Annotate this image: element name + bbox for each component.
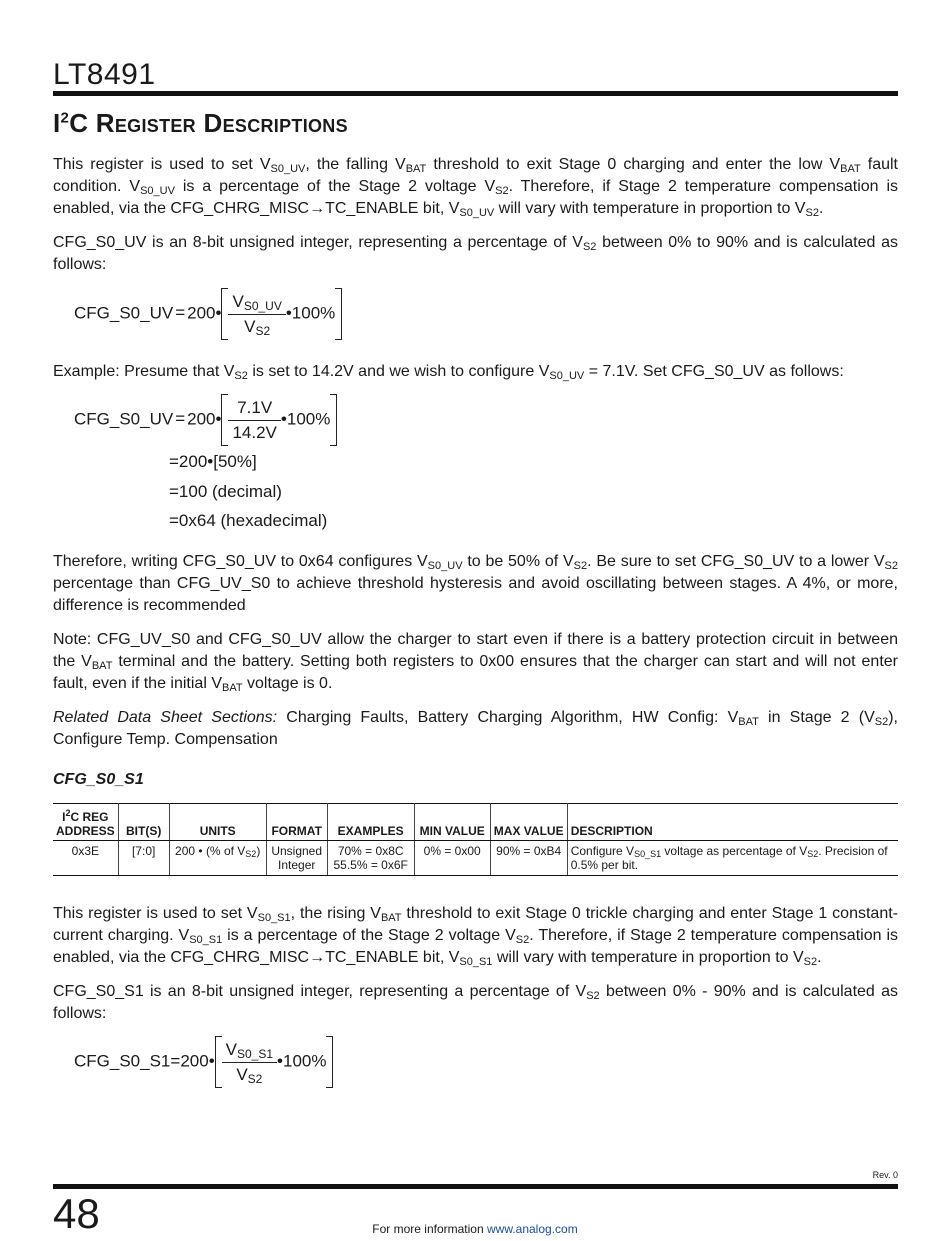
cell-address: 0x3E: [53, 841, 118, 876]
header-format: FORMAT: [266, 804, 327, 841]
equation-example-step-1: =200•[50%]: [169, 452, 257, 471]
paragraph-example: Example: Presume that $V_{S2}$ is set to 14.2V and we wish to configure $V_{S0\_UV} = 7.1V$. Set CFG_S0_UV as follows:: [53, 363, 844, 382]
paragraph-s0-s1-description: This register is used to set $V_{S0\_S1}$, the rising $V_{BAT}$ threshold to exit Stage 0 trickle charging and enter Stage 1 constant-current charging. $V_{S0\_S1}$ is a percentage of the Stage 2 voltage $V_{S2}$. Therefore, if Stage 2 temperature compensation is enabled, via the CFG_CHRG_MISC→TC_ENABLE bit, $V_{S0\_S1}$ will vary with temperature in proportion to $V_{S2}$.: [53, 905, 898, 968]
cell-units: 200 • (% of $V_{S2}$): [169, 841, 266, 876]
paragraph-s0-uv-format: CFG_S0_UV is an 8-bit unsigned integer, representing a percentage of $V_{S2}$ between 0% to 90% and is calculated as follows:: [53, 234, 898, 273]
header-max-value: MAX VALUE: [490, 804, 567, 841]
cell-format: Unsigned Integer: [266, 841, 327, 876]
header-description: DESCRIPTION: [567, 804, 898, 841]
equation-s0-uv: CFG_S0_UV = 200• $\frac{V_{S0\_UV}}{V_{S2}}$ •100%: [74, 288, 342, 340]
paragraph-hysteresis: Therefore, writing CFG_S0_UV to 0x64 configures $V_{S0\_UV}$ to be 50% of $V_{S2}$. Be sure to set CFG_S0_UV to a lower $V_{S2}$ percentage than CFG_UV_S0 to achieve threshold hysteresis and avoid oscillating between stages. A 4%, or more, difference is recommended: [53, 553, 898, 614]
footer-rule: [53, 1184, 898, 1189]
paragraph-s0-uv-description: This register is used to set $V_{S0\_UV}$, the falling $V_{BAT}$ threshold to exit Stage 0 charging and enter the low $V_{BAT}$ fault condition. $V_{S0\_UV}$ is a percentage of the Stage 2 voltage $V_{S2}$. Therefore, if Stage 2 temperature compensation is enabled, via the CFG_CHRG_MISC→TC_ENABLE bit, $V_{S0\_UV}$ will vary with temperature in proportion to $V_{S2}$.: [53, 156, 899, 219]
cell-max-value: 90% = 0xB4: [490, 841, 567, 876]
header-min-value: MIN VALUE: [414, 804, 490, 841]
register-table: [53, 803, 898, 876]
table-row: [53, 841, 898, 876]
paragraph-s0-s1-format: CFG_S0_S1 is an 8-bit unsigned integer, representing a percentage of $V_{S2}$ between 0% - 90% and is calculated as follows:: [53, 983, 898, 1022]
header-address: $I^2C$ REG ADDRESS: [53, 804, 118, 841]
equation-example-step-2: =100 (decimal): [169, 482, 282, 501]
cell-description: Configure $V_{S0\_S1}$ voltage as percentage of $V_{S2}$. Precision of 0.5% per bit.: [567, 841, 898, 876]
part-number: LT8491: [53, 58, 156, 91]
table-header-row: [53, 804, 898, 841]
equation-s0-s1: CFG_S0_S1=200• $\frac{V_{S0\_S1}}{V_{S2}}$ •100%: [74, 1036, 333, 1088]
paragraph-related-sections: Related Data Sheet Sections: Charging Faults, Battery Charging Algorithm, HW Config: $V_{BAT}$ in Stage 2 $(V_{S2})$, Configure Temp. Compensation: [53, 709, 898, 748]
equation-example: CFG_S0_UV = 200• $\frac{7.1V}{14.2V}$ •100%: [74, 394, 337, 446]
page-number: 48: [53, 1190, 100, 1237]
section-title: $I^2C$ Register Descriptions: [53, 108, 348, 138]
header-examples: EXAMPLES: [327, 804, 414, 841]
cell-examples: 70% = 0x8C 55.5% = 0x6F: [327, 841, 414, 876]
cell-bits: [7:0]: [118, 841, 169, 876]
header-rule: [53, 91, 898, 96]
cell-min-value: 0% = 0x00: [414, 841, 490, 876]
equation-example-step-3: =0x64 (hexadecimal): [169, 511, 328, 530]
revision-label: Rev. 0: [872, 1170, 898, 1180]
footer-more-info: For more information www.analog.com: [372, 1222, 578, 1236]
analog-website-link[interactable]: www.analog.com: [486, 1222, 578, 1236]
paragraph-note: Note: CFG_UV_S0 and CFG_S0_UV allow the charger to start even if there is a battery protection circuit in between the $V_{BAT}$ terminal and the battery. Setting both registers to 0x00 ensures that the charger can start and will not enter fault, even if the initial $V_{BAT}$ voltage is 0.: [53, 631, 898, 694]
header-units: UNITS: [169, 804, 266, 841]
register-table-title: CFG_S0_S1: [53, 771, 144, 788]
header-bits: BIT(S): [118, 804, 169, 841]
